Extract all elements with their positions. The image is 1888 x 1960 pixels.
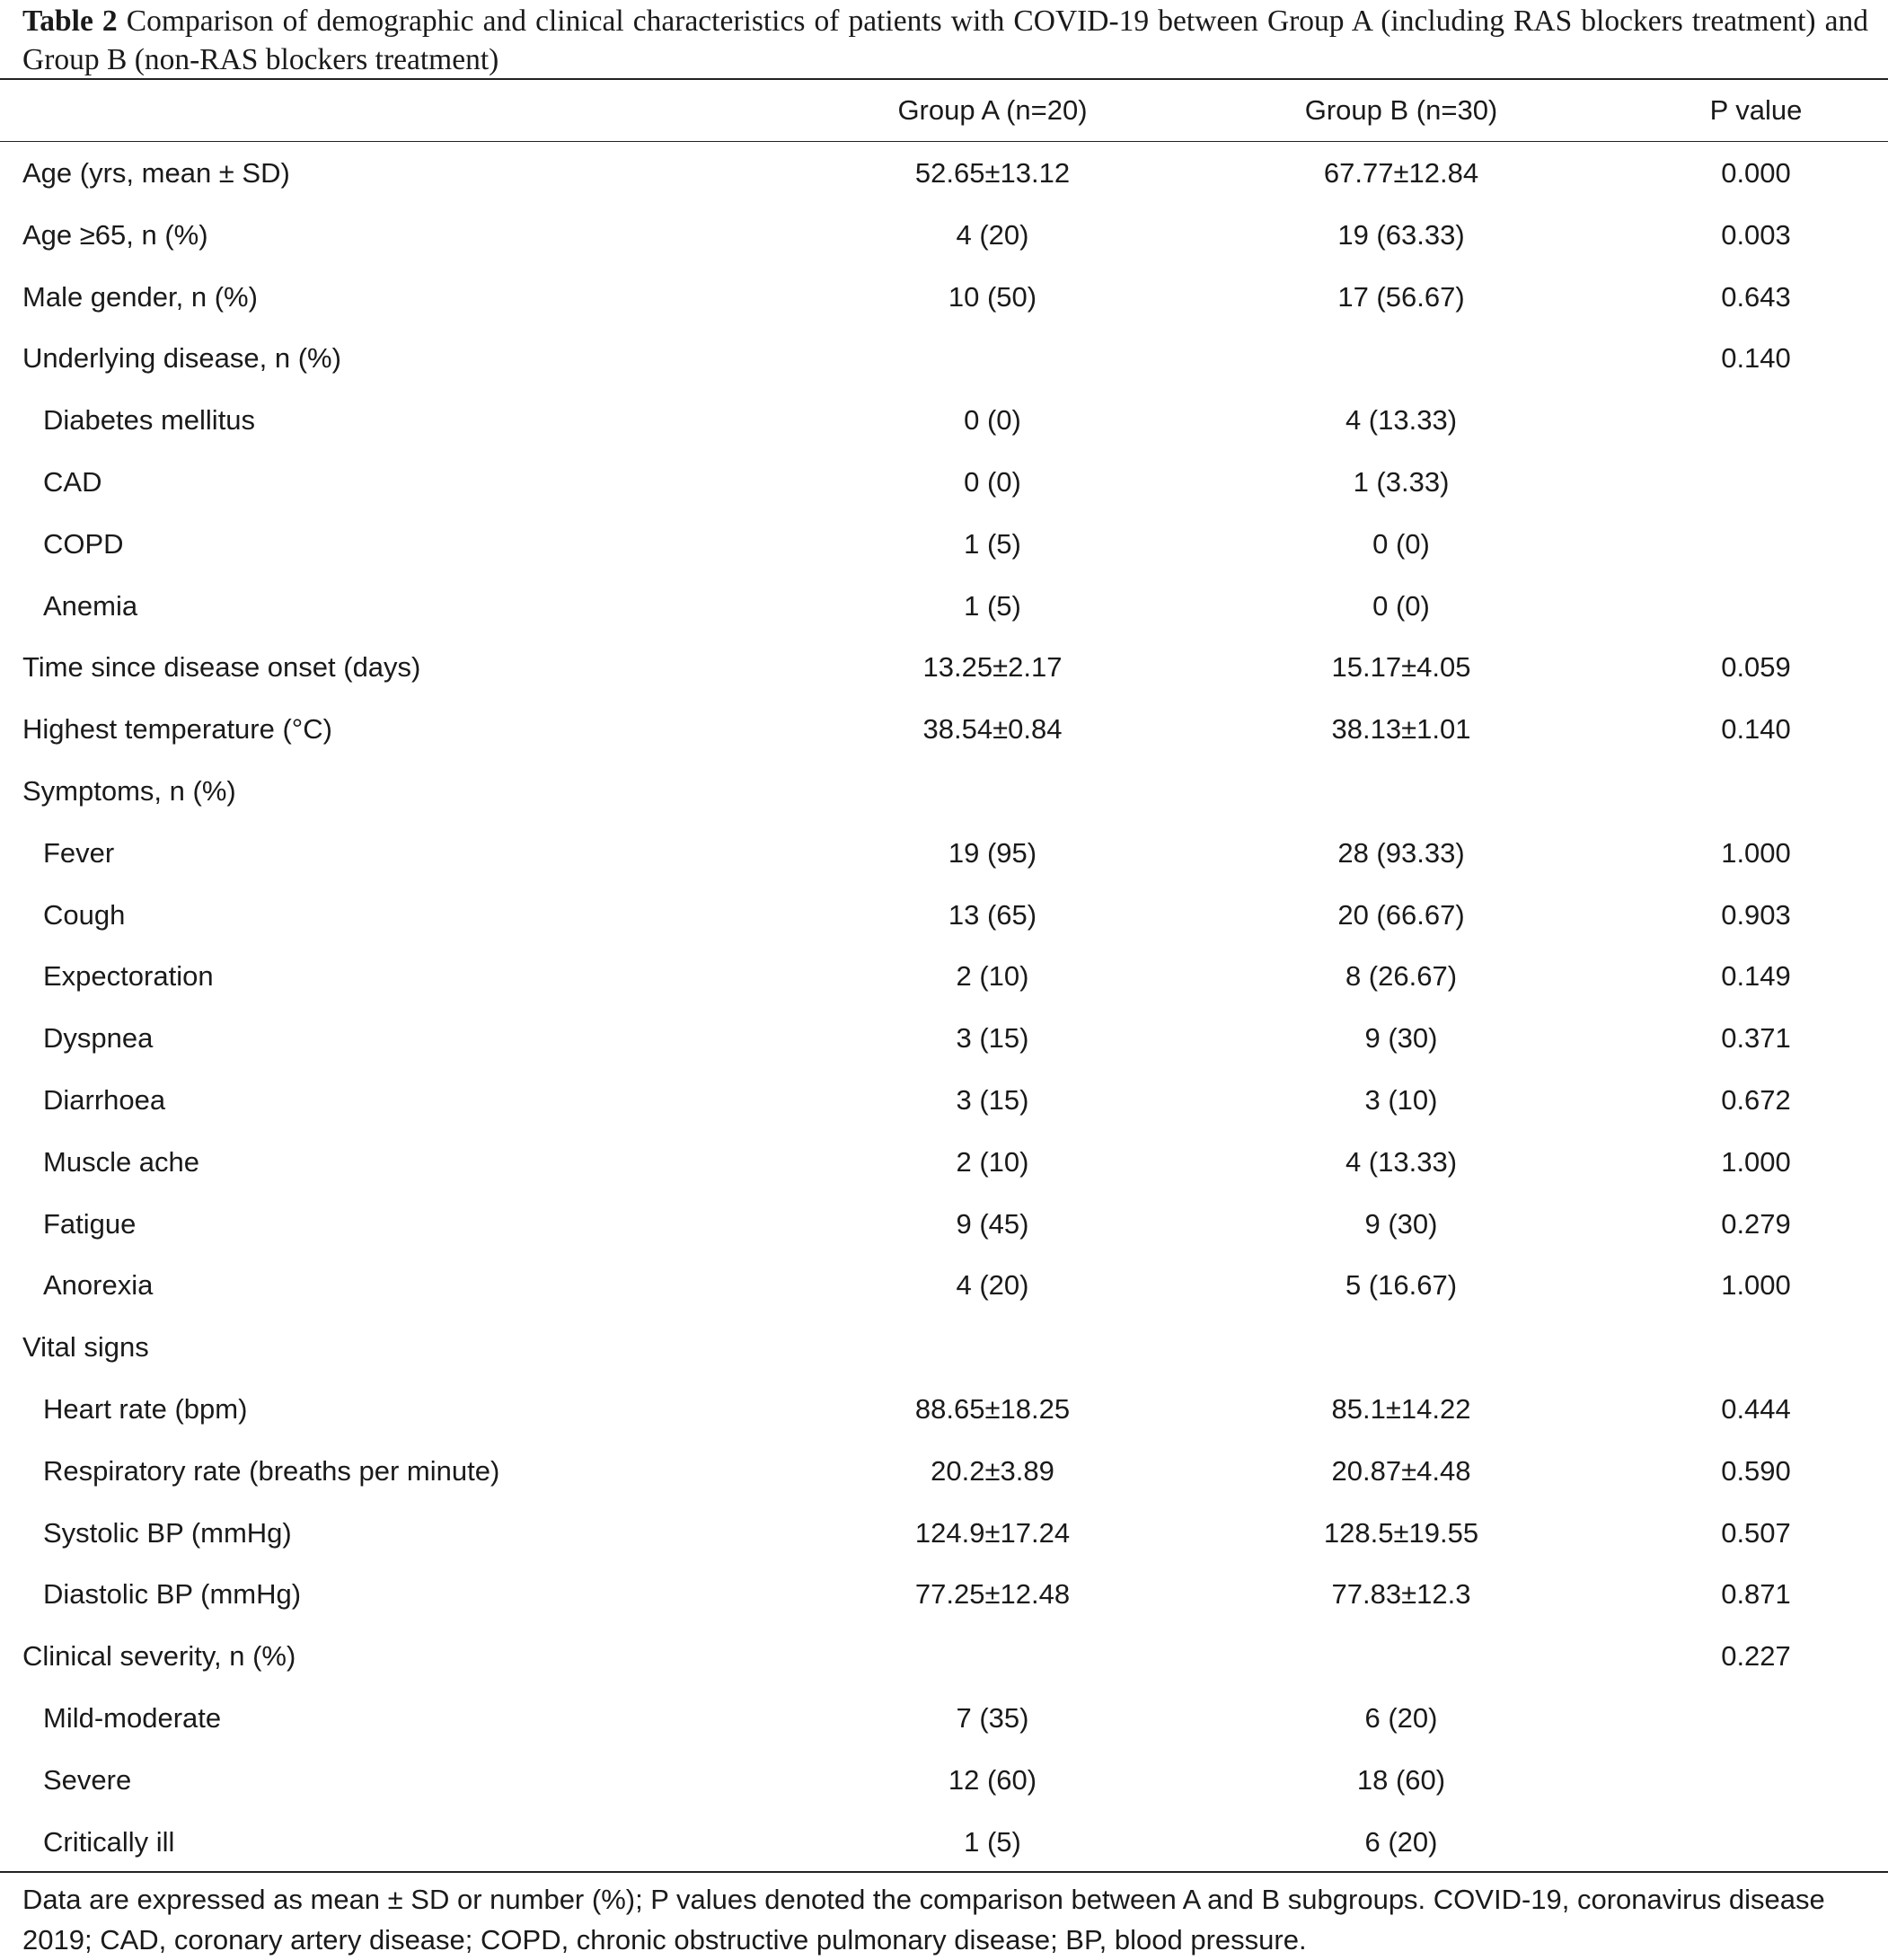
- table-row: [0, 760, 1888, 822]
- p-value-cell: 0.444: [1721, 1393, 1791, 1425]
- group-a-cell: 3 (15): [956, 1084, 1029, 1116]
- p-value-cell: 0.371: [1721, 1022, 1791, 1055]
- group-b-cell: 4 (13.33): [1345, 1145, 1458, 1178]
- row-label: Male gender, n (%): [22, 280, 258, 313]
- group-a-cell: 7 (35): [956, 1702, 1029, 1734]
- row-label: Anorexia: [43, 1269, 154, 1302]
- table-row: [0, 1502, 1888, 1564]
- row-label: Symptoms, n (%): [22, 775, 236, 807]
- p-value-cell: 0.149: [1721, 960, 1791, 993]
- table-row: [0, 945, 1888, 1007]
- p-value-cell: 0.000: [1721, 157, 1791, 189]
- table-row: [0, 1625, 1888, 1687]
- p-value-cell: 0.507: [1721, 1516, 1791, 1549]
- table-row: [0, 1378, 1888, 1440]
- p-value-cell: 0.903: [1721, 898, 1791, 931]
- group-a-cell: 13.25±2.17: [922, 651, 1063, 684]
- table-row: [0, 575, 1888, 637]
- p-value-cell: 0.140: [1721, 342, 1791, 375]
- p-value-cell: 0.227: [1721, 1640, 1791, 1673]
- group-b-cell: 6 (20): [1364, 1825, 1438, 1858]
- group-a-cell: 19 (95): [948, 836, 1037, 869]
- group-b-cell: 67.77±12.84: [1323, 157, 1479, 189]
- group-a-cell: [790, 760, 1195, 822]
- group-b-cell: 15.17±4.05: [1331, 651, 1471, 684]
- table-row: [0, 1749, 1888, 1811]
- group-a-cell: 4 (20): [956, 218, 1029, 251]
- group-a-cell: 124.9±17.24: [914, 1516, 1071, 1549]
- row-label: Expectoration: [43, 960, 214, 993]
- table-row: [0, 451, 1888, 513]
- group-a-cell: 9 (45): [956, 1207, 1029, 1240]
- row-label: COPD: [43, 527, 124, 560]
- p-value-cell: [1689, 1811, 1823, 1873]
- table-row: [0, 884, 1888, 946]
- table-row: [0, 513, 1888, 575]
- p-value-cell: [1689, 451, 1823, 513]
- table-row: [0, 204, 1888, 266]
- group-b-cell: 1 (3.33): [1353, 466, 1450, 498]
- group-a-cell: 4 (20): [956, 1269, 1029, 1302]
- group-b-cell: 77.83±12.3: [1331, 1578, 1471, 1611]
- p-value-cell: [1689, 760, 1823, 822]
- header-cell-group-a: Group A (n=20): [897, 94, 1088, 126]
- header-cell-p-value: P value: [1709, 94, 1803, 126]
- p-value-cell: 0.140: [1721, 713, 1791, 746]
- table-row: [0, 822, 1888, 884]
- row-label: Age ≥65, n (%): [22, 218, 208, 251]
- p-value-cell: 1.000: [1721, 836, 1791, 869]
- row-label: Anemia: [43, 589, 138, 622]
- group-b-cell: 4 (13.33): [1345, 404, 1458, 437]
- table-row: [0, 636, 1888, 698]
- group-a-cell: 10 (50): [948, 280, 1037, 313]
- row-label: Vital signs: [22, 1331, 149, 1364]
- table-caption-label: Table 2: [22, 4, 118, 38]
- group-a-cell: 12 (60): [948, 1763, 1037, 1796]
- table-header-row: [0, 79, 1888, 141]
- group-a-cell: 0 (0): [964, 404, 1021, 437]
- group-b-cell: 19 (63.33): [1337, 218, 1465, 251]
- group-a-cell: 1 (5): [964, 1825, 1021, 1858]
- group-b-cell: 38.13±1.01: [1331, 713, 1471, 746]
- group-b-cell: [1199, 327, 1603, 389]
- table-row: [0, 1811, 1888, 1873]
- row-label: Dyspnea: [43, 1022, 154, 1055]
- p-value-cell: [1689, 513, 1823, 575]
- p-value-cell: 0.672: [1721, 1084, 1791, 1116]
- header-cell-group-b: Group B (n=30): [1304, 94, 1498, 126]
- table-footnote: Data are expressed as mean ± SD or number (%); P values denoted the comparison between A and B subgroups. COVID-19, coronavirus disease 2019; CAD, coronary artery disease; COPD, chronic obstructive pulmonary disease; BP, blood pressure.: [22, 1884, 1825, 1956]
- table-caption: [22, 2, 1868, 79]
- group-b-cell: 0 (0): [1372, 527, 1430, 560]
- p-value-cell: 0.871: [1721, 1578, 1791, 1611]
- row-label: Highest temperature (°C): [22, 713, 332, 746]
- group-a-cell: 38.54±0.84: [922, 713, 1063, 746]
- group-b-cell: 3 (10): [1364, 1084, 1438, 1116]
- group-a-cell: 3 (15): [956, 1022, 1029, 1055]
- group-b-cell: 18 (60): [1356, 1763, 1446, 1796]
- group-b-cell: 17 (56.67): [1337, 280, 1465, 313]
- group-b-cell: 0 (0): [1372, 589, 1430, 622]
- row-label: Age (yrs, mean ± SD): [22, 157, 290, 189]
- group-a-cell: [790, 327, 1195, 389]
- table-row: [0, 327, 1888, 389]
- table-row: [0, 142, 1888, 204]
- group-a-cell: 2 (10): [956, 960, 1029, 993]
- table-caption-text: Comparison of demographic and clinical characteristics of patients with COVID-19 between Group A (including RAS blockers treatment) and Group B (non-RAS blockers treatment): [22, 4, 1869, 76]
- table-bottom-rule: [0, 1871, 1888, 1873]
- group-b-cell: 28 (93.33): [1337, 836, 1465, 869]
- table-row: [0, 266, 1888, 328]
- row-label: Muscle ache: [43, 1145, 200, 1178]
- group-a-cell: 1 (5): [964, 589, 1021, 622]
- p-value-cell: [1689, 1749, 1823, 1811]
- group-b-cell: [1199, 760, 1603, 822]
- row-label: Respiratory rate (breaths per minute): [43, 1454, 500, 1487]
- p-value-cell: 0.590: [1721, 1454, 1791, 1487]
- p-value-cell: [1689, 1687, 1823, 1749]
- row-label: Mild-moderate: [43, 1702, 222, 1734]
- p-value-cell: 0.059: [1721, 651, 1791, 684]
- p-value-cell: [1689, 575, 1823, 637]
- group-a-cell: 1 (5): [964, 527, 1021, 560]
- p-value-cell: 0.643: [1721, 280, 1791, 313]
- row-label: CAD: [43, 466, 102, 498]
- group-b-cell: 20.87±4.48: [1331, 1454, 1471, 1487]
- table-row: [0, 1069, 1888, 1131]
- group-a-cell: 13 (65): [948, 898, 1037, 931]
- row-label: Diarrhoea: [43, 1084, 166, 1116]
- row-label: Clinical severity, n (%): [22, 1640, 296, 1673]
- group-a-cell: 52.65±13.12: [914, 157, 1071, 189]
- p-value-cell: 1.000: [1721, 1269, 1791, 1302]
- group-b-cell: 128.5±19.55: [1323, 1516, 1479, 1549]
- group-b-cell: 85.1±14.22: [1331, 1393, 1471, 1425]
- group-b-cell: 8 (26.67): [1345, 960, 1458, 993]
- group-b-cell: 9 (30): [1364, 1207, 1438, 1240]
- row-label: Underlying disease, n (%): [22, 342, 341, 375]
- table-row: [0, 1440, 1888, 1502]
- row-label: Diastolic BP (mmHg): [43, 1578, 302, 1611]
- row-label: Heart rate (bpm): [43, 1393, 248, 1425]
- p-value-cell: [1689, 389, 1823, 451]
- group-a-cell: 77.25±12.48: [914, 1578, 1071, 1611]
- group-a-cell: 0 (0): [964, 466, 1021, 498]
- group-a-cell: 2 (10): [956, 1145, 1029, 1178]
- table-row: [0, 1131, 1888, 1193]
- group-b-cell: 6 (20): [1364, 1702, 1438, 1734]
- table-row: [0, 1007, 1888, 1069]
- table-row: [0, 1563, 1888, 1625]
- group-b-cell: 9 (30): [1364, 1022, 1438, 1055]
- row-label: Critically ill: [43, 1825, 175, 1858]
- row-label: Cough: [43, 898, 126, 931]
- group-a-cell: [790, 1316, 1195, 1378]
- p-value-cell: 1.000: [1721, 1145, 1791, 1178]
- group-b-cell: [1199, 1316, 1603, 1378]
- table-row: [0, 1254, 1888, 1316]
- group-b-cell: [1199, 1625, 1603, 1687]
- table-row: [0, 389, 1888, 451]
- table-row: [0, 698, 1888, 760]
- p-value-cell: [1689, 1316, 1823, 1378]
- group-a-cell: 20.2±3.89: [931, 1454, 1054, 1487]
- row-label: Diabetes mellitus: [43, 404, 256, 437]
- group-b-cell: 20 (66.67): [1337, 898, 1465, 931]
- row-label: Fatigue: [43, 1207, 137, 1240]
- group-a-cell: 88.65±18.25: [914, 1393, 1071, 1425]
- table-row: [0, 1687, 1888, 1749]
- group-b-cell: 5 (16.67): [1345, 1269, 1458, 1302]
- p-value-cell: 0.279: [1721, 1207, 1791, 1240]
- row-label: Systolic BP (mmHg): [43, 1516, 292, 1549]
- row-label: Fever: [43, 836, 115, 869]
- table-row: [0, 1193, 1888, 1255]
- group-a-cell: [790, 1625, 1195, 1687]
- table-row: [0, 1316, 1888, 1378]
- p-value-cell: 0.003: [1721, 218, 1791, 251]
- row-label: Severe: [43, 1763, 132, 1796]
- row-label: Time since disease onset (days): [22, 651, 421, 684]
